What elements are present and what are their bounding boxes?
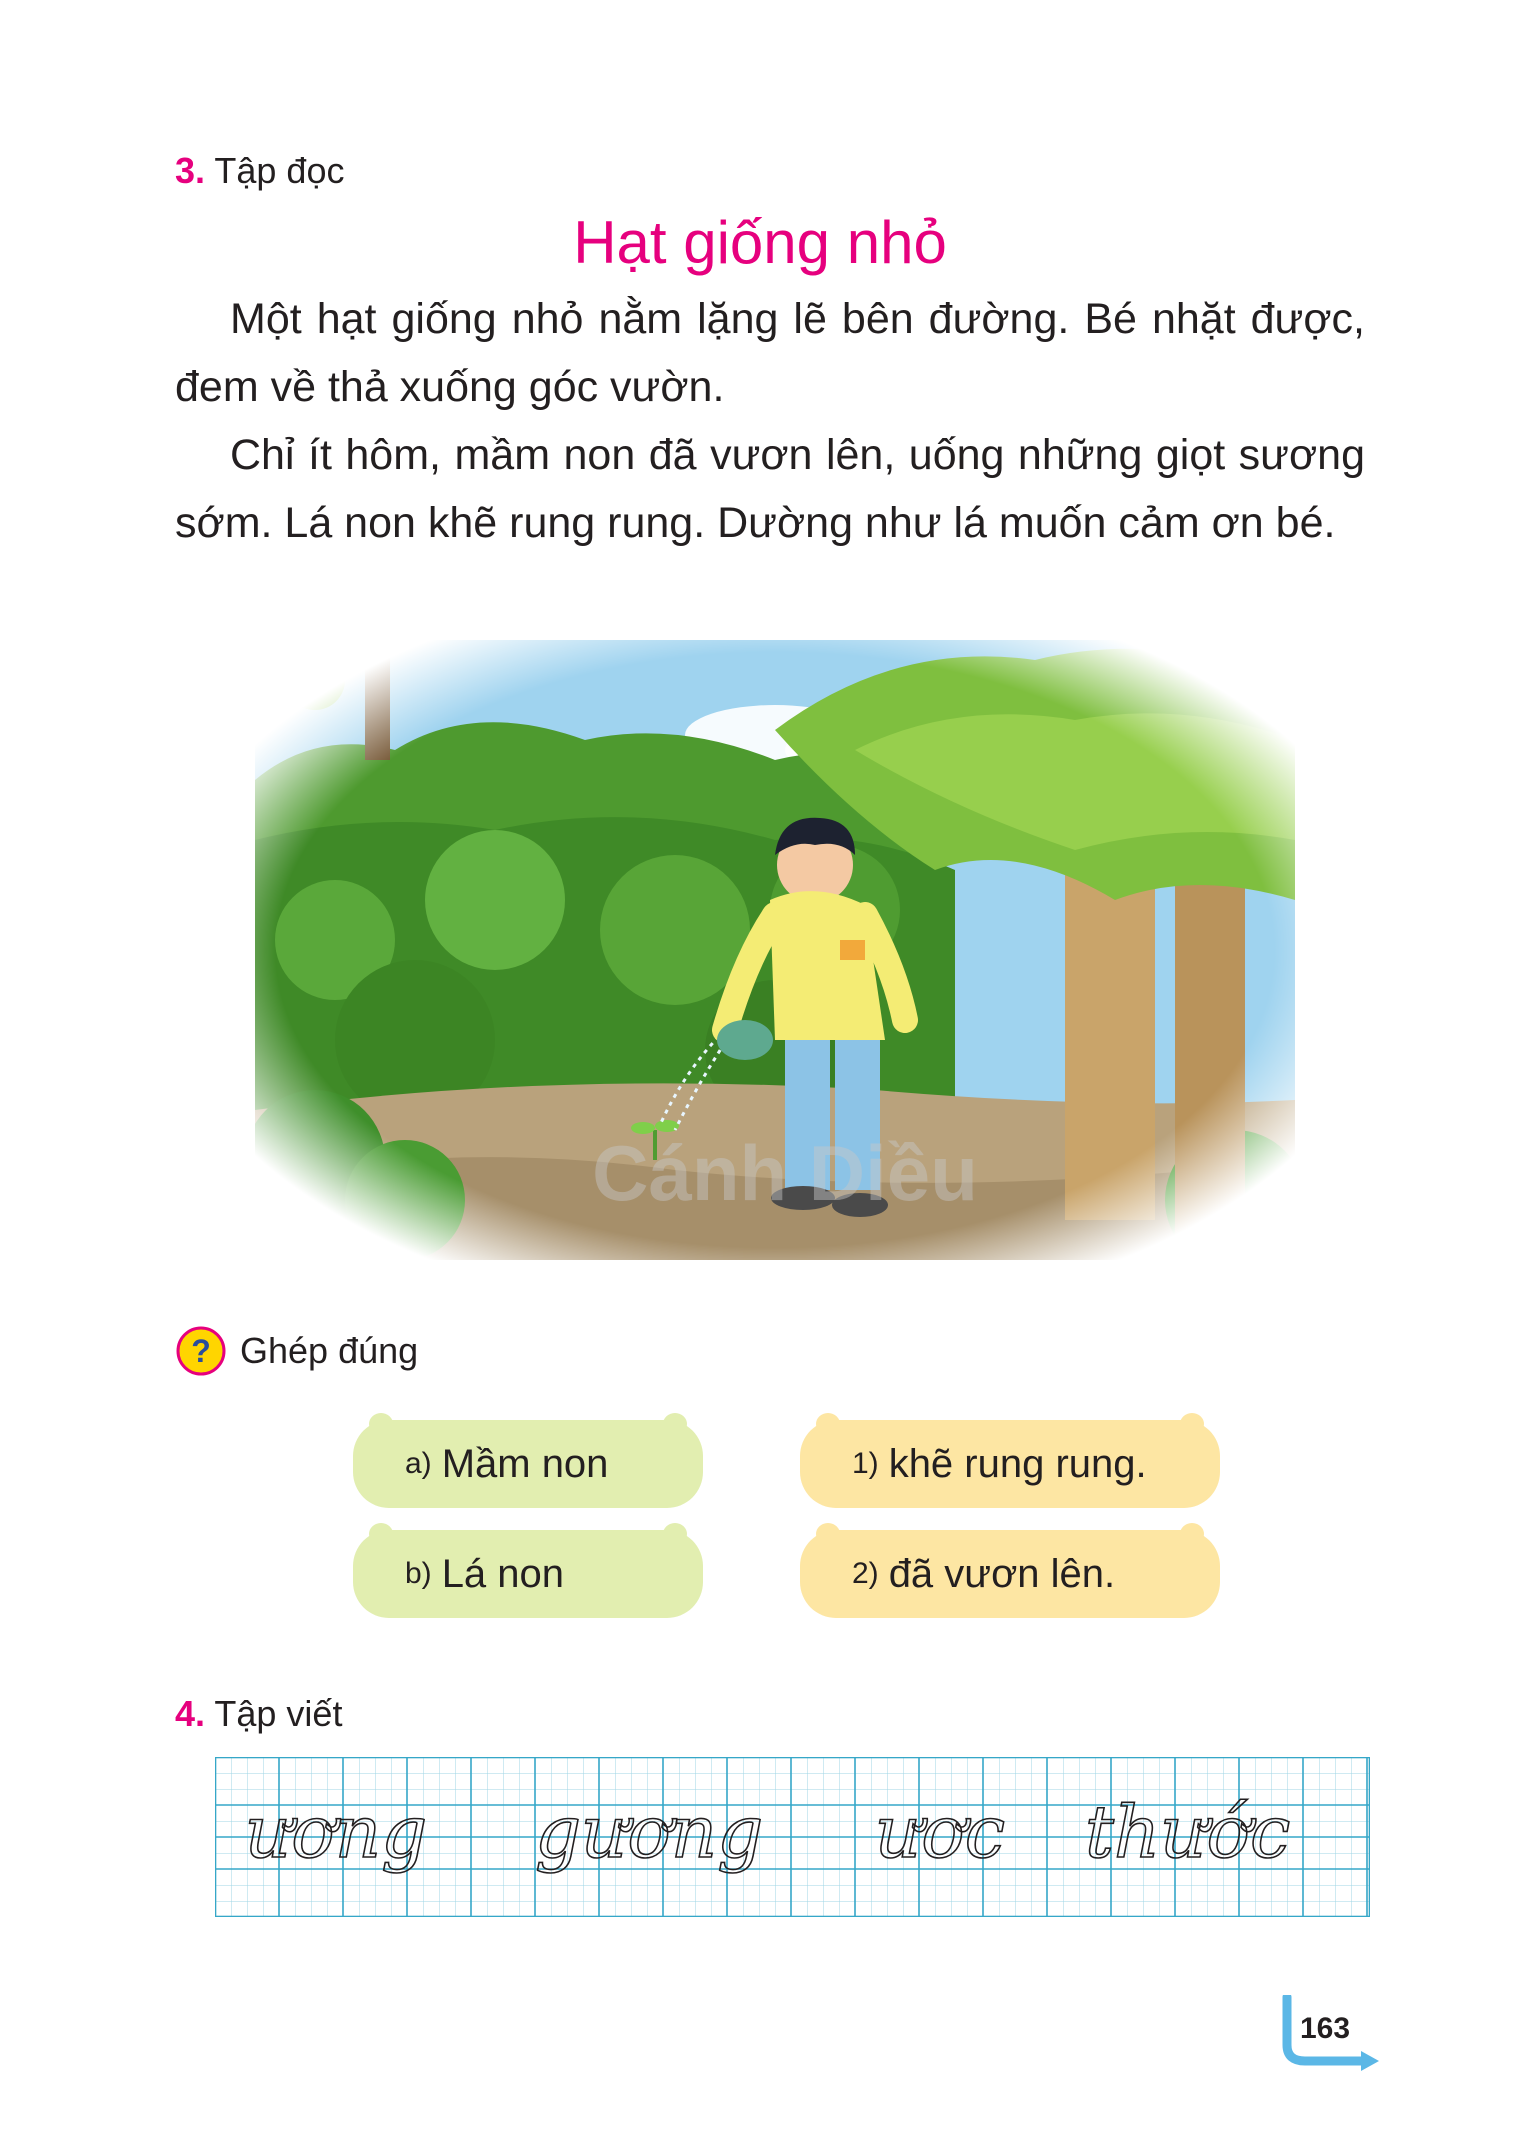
match-text: Lá non — [441, 1551, 565, 1596]
boy-watering-seedling-illustration — [255, 640, 1295, 1260]
section-label: Tập viết — [214, 1693, 343, 1734]
handwriting-word: gương — [535, 1790, 764, 1874]
match-text: đã vươn lên. — [888, 1551, 1116, 1596]
match-left-b[interactable] — [353, 1530, 703, 1618]
match-key: 1) — [852, 1447, 879, 1480]
match-text: khẽ rung rung. — [888, 1441, 1147, 1486]
story-paragraph-1: Một hạt giống nhỏ nằm lặng lẽ bên đường. Bé nhặt được, đem về thả xuống góc vườn. — [175, 295, 1365, 411]
handwriting-word: thước — [1085, 1790, 1291, 1874]
match-key: 2) — [852, 1557, 879, 1590]
section-label: Tập đọc — [214, 150, 345, 191]
match-right-2[interactable] — [800, 1530, 1220, 1618]
match-left-a[interactable] — [353, 1420, 703, 1508]
handwriting-word: ương — [245, 1790, 428, 1874]
match-text: Mầm non — [441, 1441, 609, 1486]
story-paragraph-2: Chỉ ít hôm, mầm non đã vươn lên, uống những giọt sương sớm. Lá non khẽ rung rung. Dường như lá muốn cảm ơn bé. — [175, 431, 1365, 547]
match-key: b) — [405, 1557, 432, 1590]
section-number: 4. — [175, 1693, 206, 1734]
match-key: a) — [405, 1447, 432, 1480]
svg-text:?: ? — [191, 1333, 211, 1369]
question-icon — [175, 1325, 227, 1377]
exercise-instruction: Ghép đúng — [240, 1330, 419, 1371]
page-number: 163 — [1300, 2012, 1351, 2045]
story-title: Hạt giống nhỏ — [573, 209, 947, 276]
section-4-heading — [175, 1693, 342, 1735]
section-number: 3. — [175, 150, 206, 191]
handwriting-word: ươc — [875, 1790, 1006, 1874]
handwriting-words — [215, 1757, 1370, 1917]
match-right-1[interactable] — [800, 1420, 1220, 1508]
section-3-heading — [175, 150, 344, 192]
